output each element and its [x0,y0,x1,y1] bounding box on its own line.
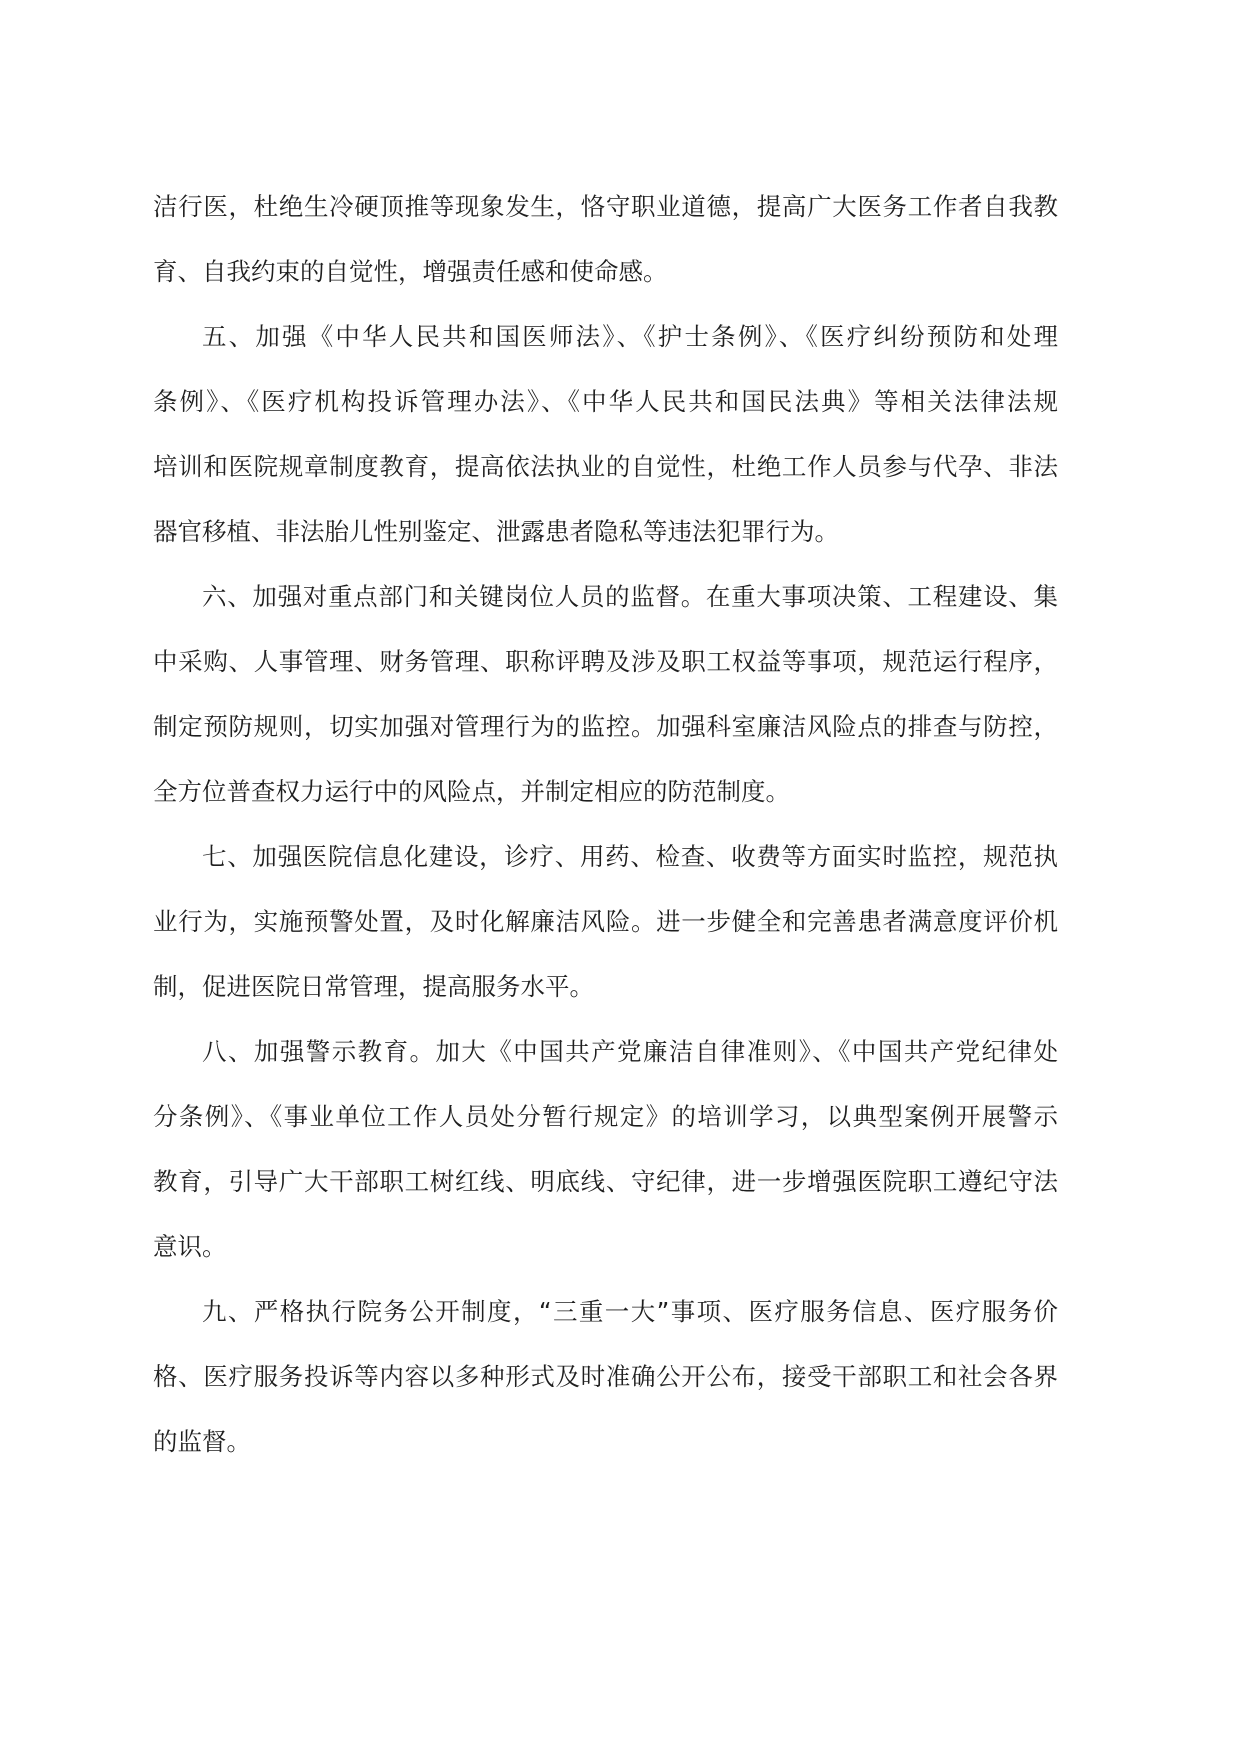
text-line: 条例》、《医疗机构投诉管理办法》、《中华人民共和国民法典》等相关法律法规 [153,387,1058,416]
text-line: 教育，引导广大干部职工树红线、明底线、守纪律，进一步增强医院职工遵纪守法 [153,1167,1058,1196]
text-line: 七、加强医院信息化建设，诊疗、用药、检查、收费等方面实时监控，规范执 [202,842,1058,871]
text-line: 意识。 [153,1232,227,1261]
text-line: 五、加强《中华人民共和国医师法》、《护士条例》、《医疗纠纷预防和处理 [202,322,1058,351]
text-line: 九、严格执行院务公开制度，“三重一大”事项、医疗服务信息、医疗服务价 [202,1297,1058,1326]
text-line: 洁行医，杜绝生冷硬顶推等现象发生，恪守职业道德，提高广大医务工作者自我教 [153,192,1058,221]
text-line: 育、自我约束的自觉性，增强责任感和使命感。 [153,257,668,286]
text-line: 器官移植、非法胎儿性别鉴定、泄露患者隐私等违法犯罪行为。 [153,517,839,546]
paragraph-9 [153,1293,1058,1488]
text-line: 六、加强对重点部门和关键岗位人员的监督。在重大事项决策、工程建设、集 [202,582,1058,611]
paragraph-7 [153,838,1058,1033]
paragraph-5 [153,318,1058,578]
text-line: 全方位普查权力运行中的风险点，并制定相应的防范制度。 [153,777,790,806]
text-line: 分条例》、《事业单位工作人员处分暂行规定》的培训学习，以典型案例开展警示 [153,1102,1058,1131]
paragraph-8 [153,1033,1058,1293]
text-line: 培训和医院规章制度教育，提高依法执业的自觉性，杜绝工作人员参与代孕、非法 [153,452,1058,481]
text-line: 业行为，实施预警处置，及时化解廉洁风险。进一步健全和完善患者满意度评价机 [153,907,1058,936]
document-body [153,188,1058,1488]
text-line: 八、加强警示教育。加大《中国共产党廉洁自律准则》、《中国共产党纪律处 [202,1037,1058,1066]
paragraph-6 [153,578,1058,838]
paragraph-4-continuation [153,188,1058,318]
text-line: 制，促进医院日常管理，提高服务水平。 [153,972,594,1001]
text-line: 中采购、人事管理、财务管理、职称评聘及涉及职工权益等事项，规范运行程序， [153,647,1058,676]
text-line: 制定预防规则，切实加强对管理行为的监控。加强科室廉洁风险点的排查与防控， [153,712,1058,741]
text-line: 格、医疗服务投诉等内容以多种形式及时准确公开公布，接受干部职工和社会各界 [153,1362,1058,1391]
text-line: 的监督。 [153,1427,251,1456]
